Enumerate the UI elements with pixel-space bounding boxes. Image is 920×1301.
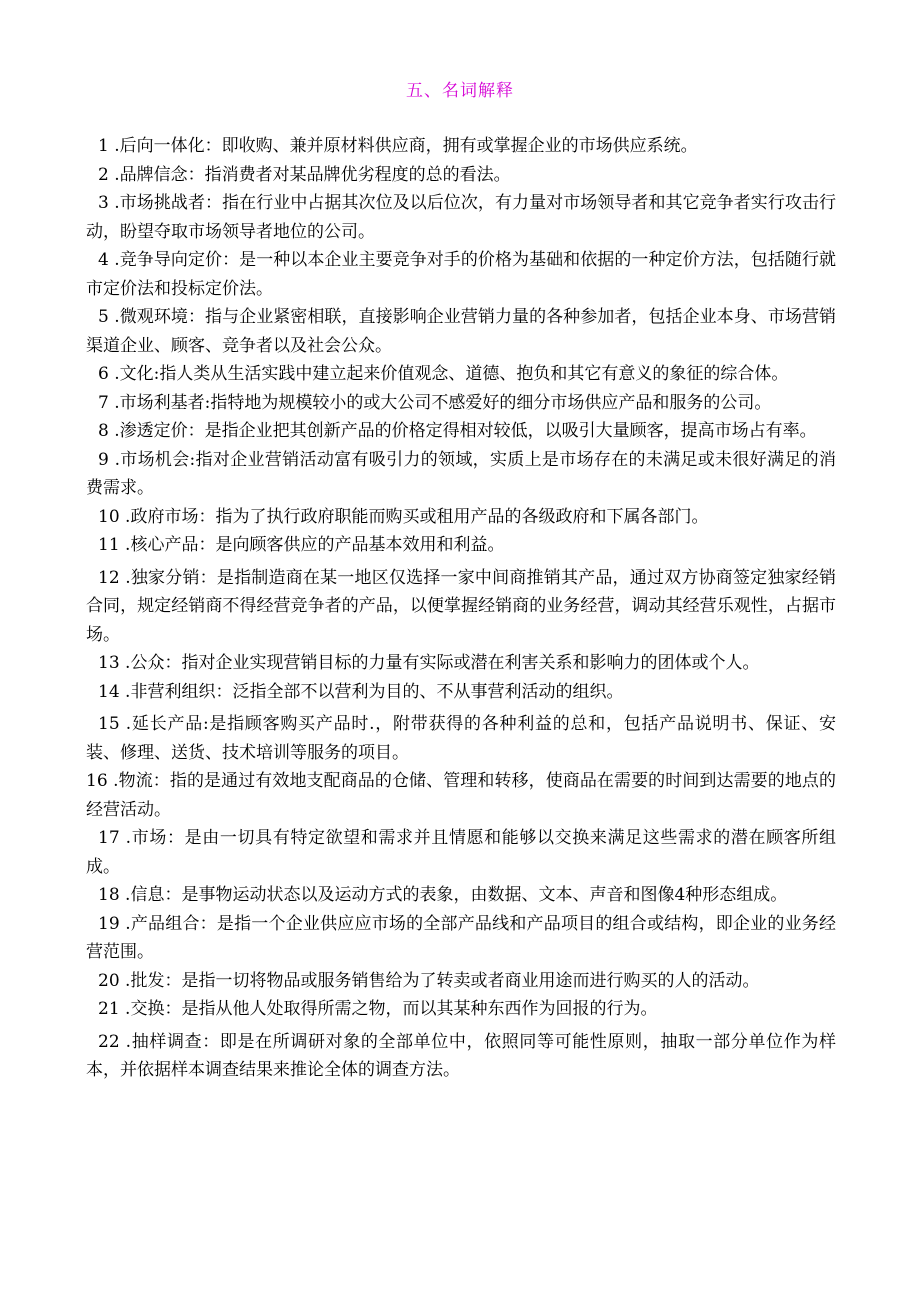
entry-term: .市场利基者:: [114, 392, 211, 413]
entry-definition: 是指制造商在某一地区仅选择一家中间商推销其产品，通过双方协商签定独家经销合同，规定经销商不得经营竞争者的产品，以便掌握经销商的业务经营，调动其经营乐观性，占据市场。: [86, 567, 836, 645]
entry-number: 14: [98, 681, 120, 702]
entry-term: .核心产品：: [125, 535, 216, 555]
entry-definition: 指的是通过有效地支配商品的仓储、管理和转移，使商品在需要的时间到达需要的地点的经营活动。: [86, 771, 837, 820]
entry-number: 21: [98, 999, 120, 1019]
list-item: [86, 678, 836, 707]
entry-definition: 即是在所调研对象的全部单位中，依照同等可能性原则，抽取一部分单位作为样本，并依据样本调查结果来推论全体的调查方法。: [86, 1031, 837, 1080]
list-item: [86, 881, 836, 910]
list-item: [86, 995, 836, 1024]
entry-term: .微观环境：: [114, 307, 206, 327]
entry-number: 16: [86, 771, 108, 791]
entry-number: 4: [98, 250, 109, 270]
entry-term: .交换：: [125, 999, 182, 1019]
entry-definition: 指人类从生活实践中建立起来价值观念、道德、抱负和其它有意义的象征的综合体。: [159, 364, 789, 384]
list-item: [86, 824, 836, 881]
list-item: [86, 1028, 836, 1085]
entry-definition: 泛指全部不以营利为目的、不从事营利活动的组织。: [232, 681, 624, 702]
entry-term: .竞争导向定价：: [114, 250, 240, 270]
entry-number: 3: [98, 193, 109, 213]
list-item: [86, 910, 836, 967]
entry-number: 9: [98, 449, 109, 470]
entry-number: 8: [98, 421, 109, 441]
entry-definition: 是一种以本企业主要竞争对手的价格为基础和依据的一种定价方法，包括随行就市定价法和投标定价法。: [86, 250, 837, 299]
list-item: [86, 767, 836, 824]
entry-term: .后向一体化：: [114, 136, 222, 156]
entry-term: .市场挑战者：: [114, 193, 223, 213]
list-item: [86, 246, 836, 303]
entry-number: 7: [98, 392, 109, 413]
entry-number: 11: [98, 535, 120, 555]
entry-number: 13: [98, 653, 120, 673]
entry-term: .物流：: [113, 771, 170, 791]
entry-number: 17: [98, 828, 120, 848]
entry-term: .抽样调查：: [125, 1031, 220, 1052]
list-item: [86, 389, 836, 418]
entry-term: .公众：: [125, 653, 182, 673]
entry-number: 10: [98, 506, 120, 527]
list-item: [86, 967, 836, 996]
list-item: [86, 531, 836, 560]
entry-number: 1: [98, 136, 109, 156]
entry-definition: 是指顾客购买产品时.，附带获得的各种利益的总和，包括产品说明书、保证、安装、修理、送货、技术培训等服务的项目。: [86, 714, 836, 763]
page-title: 五、名词解释: [406, 81, 514, 101]
entry-definition: 指消费者对某品牌优劣程度的总的看法。: [204, 164, 511, 185]
entry-definition: 是指一个企业供应应市场的全部产品线和产品项目的组合或结构，即企业的业务经营范围。: [86, 913, 836, 962]
list-item: [86, 503, 836, 532]
entry-definition: 是事物运动状态以及运动方式的表象，由数据、文本、声音和图像4种形态组成。: [181, 885, 788, 905]
entry-term: .政府市场：: [125, 506, 216, 527]
entry-number: 22: [98, 1031, 120, 1052]
entry-term: .市场机会:: [114, 449, 196, 470]
list-item: [86, 710, 836, 767]
entry-term: .批发：: [125, 970, 182, 991]
entry-number: 5: [98, 307, 109, 327]
entry-definition: 指对企业营销活动富有吸引力的领域，实质上是市场存在的未满足或未很好满足的消费需求。: [86, 449, 837, 498]
entry-definition: 是指企业把其创新产品的价格定得相对较低，以吸引大量顾客，提高市场占有率。: [204, 421, 817, 441]
entry-term: .非营利组织：: [125, 681, 233, 702]
list-item: [86, 303, 836, 360]
entry-term: .渗透定价：: [114, 421, 205, 441]
entry-term: .产品组合：: [125, 913, 217, 934]
entry-definition: 指对企业实现营销目标的力量有实际或潜在利害关系和影响力的团体或个人。: [181, 653, 760, 673]
list-item: [86, 417, 836, 446]
entry-number: 12: [98, 567, 120, 588]
entry-term: .市场：: [125, 828, 185, 848]
entry-definition: 指在行业中占据其次位及以后位次，有力量对市场领导者和其它竞争者实行攻击行动，盼望夺取市场领导者地位的公司。: [86, 193, 837, 242]
entry-definition: 是由一切具有特定欲望和需求并且情愿和能够以交换来满足这些需求的潜在顾客所组成。: [86, 828, 837, 877]
definition-list: [86, 132, 836, 1085]
entry-term: .文化:: [114, 364, 160, 384]
entry-number: 19: [98, 913, 120, 934]
entry-term: .品牌信念：: [114, 164, 205, 185]
entry-definition: 是指从他人处取得所需之物，而以其某种东西作为回报的行为。: [181, 999, 658, 1019]
entry-term: .独家分销：: [125, 567, 217, 588]
entry-definition: 指为了执行政府职能而购买或租用产品的各级政府和下属各部门。: [215, 506, 709, 527]
entry-term: .信息：: [125, 885, 182, 905]
list-item: [86, 649, 836, 678]
entry-number: 2: [98, 164, 109, 185]
entry-number: 20: [98, 970, 120, 991]
entry-definition: 是向顾客供应的产品基本效用和利益。: [215, 535, 505, 555]
list-item: [86, 132, 836, 161]
entry-number: 15: [98, 714, 120, 734]
list-item: [86, 161, 836, 190]
entry-definition: 指特地为规模较小的或大公司不感爱好的细分市场供应产品和服务的公司。: [210, 392, 772, 413]
list-item: [86, 360, 836, 389]
entry-term: .延长产品:: [125, 714, 209, 734]
entry-definition: 即收购、兼并原材料供应商，拥有或掌握企业的市场供应系统。: [221, 136, 698, 156]
list-item: [86, 189, 836, 246]
entry-number: 6: [98, 364, 109, 384]
list-item: [86, 564, 836, 650]
list-item: [86, 446, 836, 503]
entry-number: 18: [98, 885, 120, 905]
entry-definition: 指与企业紧密相联，直接影响企业营销力量的各种参加者，包括企业本身、市场营销渠道企业、顾客、竞争者以及社会公众。: [86, 307, 837, 356]
entry-definition: 是指一切将物品或服务销售给为了转卖或者商业用途而进行购买的人的活动。: [181, 970, 760, 991]
